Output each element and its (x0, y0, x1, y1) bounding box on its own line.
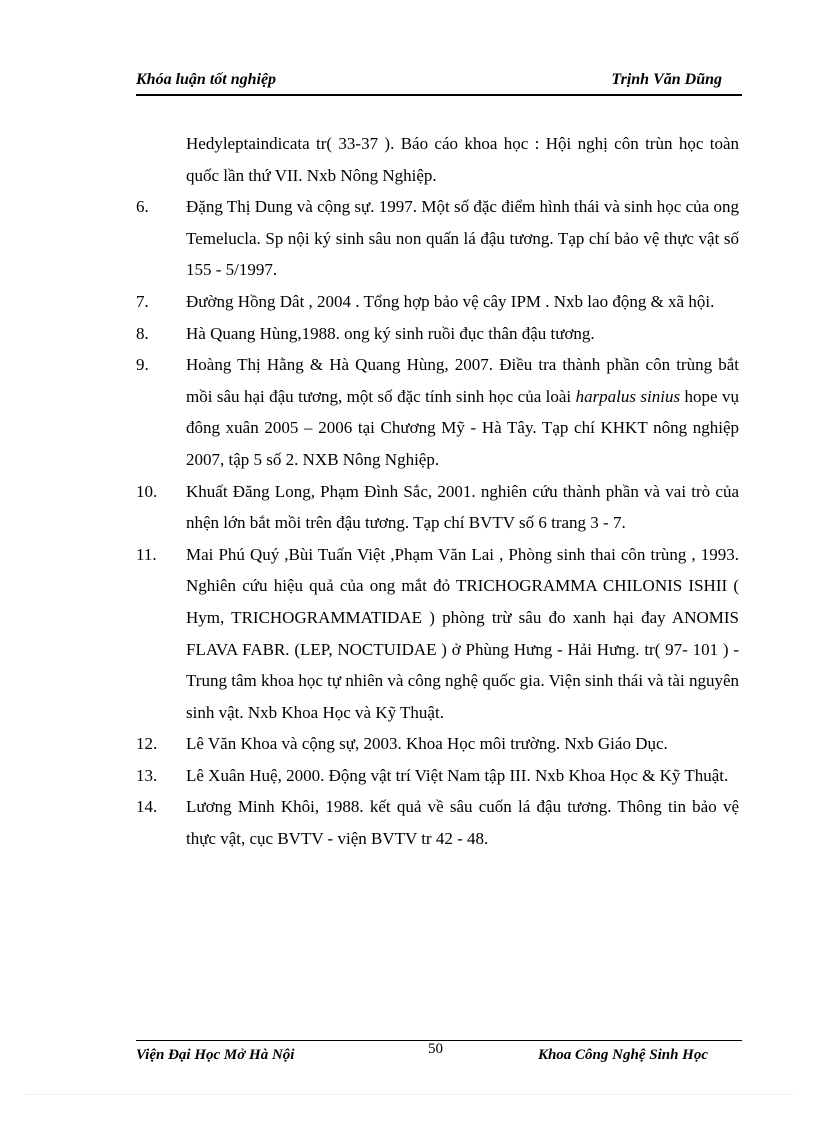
reference-item (136, 286, 739, 318)
reference-list (136, 128, 739, 855)
reference-item (136, 128, 739, 191)
reference-item (136, 318, 739, 350)
page-footer (136, 1040, 742, 1069)
reference-text: Đường Hồng Dât , 2004 . Tổng hợp bảo vệ cây IPM . Nxb lao động & xã hội. (186, 291, 715, 311)
reference-text-part: Hoàng Thị Hằng & Hà Quang Hùng, 2007. Điều tra thành phần côn trùng bắt mồi sâu hại đậu tương, một số đặc tính sinh học của loài (186, 355, 739, 406)
reference-number: 6. (136, 197, 149, 217)
reference-number: 10. (136, 481, 158, 501)
footer-institution: Viện Đại Học Mở Hà Nội (136, 1047, 295, 1063)
page-header (136, 66, 742, 96)
reference-item (136, 791, 739, 854)
reference-item (136, 349, 739, 475)
reference-item (136, 728, 739, 760)
reference-text: Hà Quang Hùng,1988. ong ký sinh ruồi đục thân đậu tương. (186, 323, 595, 343)
reference-number: 14. (136, 797, 158, 817)
reference-text: Lê Xuân Huệ, 2000. Động vật trí Việt Nam tập III. Nxb Khoa Học & Kỹ Thuật. (186, 765, 729, 785)
reference-item (136, 760, 739, 792)
reference-text: Đặng Thị Dung và cộng sự. 1997. Một số đặc điểm hình thái và sinh học của ong Temelucla. Sp nội ký sinh sâu non quấn lá đậu tương. Tạp chí bảo vệ thực vật số 155 - 5/1997. (186, 197, 739, 280)
reference-text-part: hope vụ đông xuân 2005 – 2006 tại Chương Mỹ - Hà Tây. Tạp chí KHKT nông nghiệp 2007, tập 5 số 2. NXB Nông Nghiệp. (186, 386, 740, 469)
header-author: Trịnh Văn Dũng (611, 71, 722, 88)
page-number: 50 (428, 1041, 443, 1057)
reference-number: 8. (136, 323, 149, 343)
footer-department: Khoa Công Nghệ Sinh Học (537, 1047, 708, 1063)
reference-text: Hedyleptaindicata tr( 33-37 ). Báo cáo khoa học : Hội nghị côn trùn học toàn quốc lần thứ VII. Nxb Nông Nghiệp. (186, 134, 739, 185)
reference-text: Mai Phú Quý ,Bùi Tuấn Việt ,Phạm Văn Lai , Phòng sinh thai côn trùng , 1993. Nghiên cứu hiệu quả của ong mắt đỏ TRICHOGRAMMA CHILONIS ISHII ( Hym, TRICHOGRAMMATIDAE ) phòng trừ sâu đo xanh hại đay ANOMIS FLAVA FABR. (LEP, NOCTUIDAE ) ở Phùng Hưng - Hải Hưng. tr( 97- 101 ) - Trung tâm khoa học tự nhiên và công nghệ quốc gia. Viện sinh thái và tài nguyên sinh vật. Nxb Khoa Học và Kỹ Thuật. (186, 544, 739, 722)
reference-number: 12. (136, 734, 158, 754)
reference-number: 7. (136, 291, 149, 311)
reference-text: Lương Minh Khôi, 1988. kết quả về sâu cuốn lá đậu tương. Thông tin bảo vệ thực vật, cục BVTV - viện BVTV tr 42 - 48. (186, 797, 739, 849)
reference-text: Lê Văn Khoa và cộng sự, 2003. Khoa Học môi trường. Nxb Giáo Dục. (186, 734, 668, 754)
reference-text (186, 349, 739, 475)
reference-number: 13. (136, 765, 158, 785)
page-edge-divider (24, 1094, 794, 1095)
reference-item (136, 476, 739, 539)
reference-number: 11. (136, 544, 157, 564)
reference-item (136, 539, 739, 729)
header-left-title: Khóa luận tốt nghiệp (136, 71, 277, 88)
reference-number: 9. (136, 355, 149, 375)
reference-item (136, 191, 739, 286)
reference-text: Khuất Đăng Long, Phạm Đình Sắc, 2001. nghiên cứu thành phần và vai trò của nhện lớn bắt mồi trên đậu tương. Tạp chí BVTV số 6 trang 3 - 7. (186, 481, 739, 533)
species-name-italic: harpalus sinius (575, 386, 681, 406)
